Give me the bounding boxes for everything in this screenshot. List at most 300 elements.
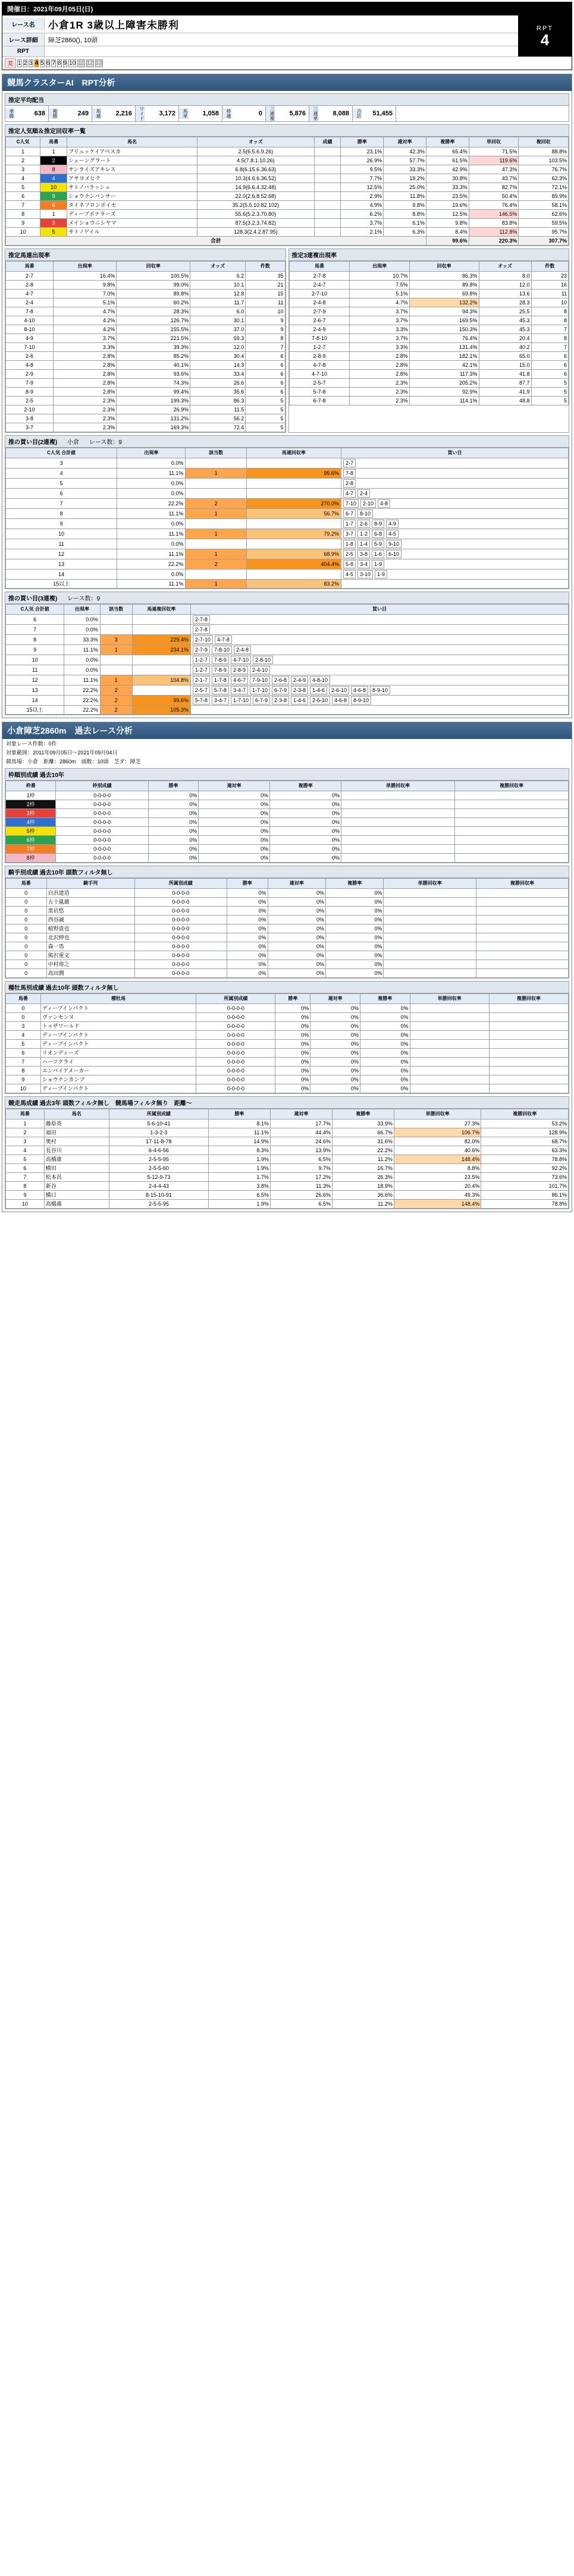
kaime2-buy-chip[interactable]: 4-5 — [343, 570, 356, 578]
kaime2-rate-3: 0.0% — [117, 489, 186, 499]
shubokuba-tankai-6 — [410, 1058, 489, 1067]
kyousou-fukukai-5: 92.2% — [481, 1164, 569, 1173]
kaime2-buy-3 — [341, 489, 568, 499]
kaime2-buy-chip[interactable]: 1-9 — [372, 560, 384, 568]
race-number-8[interactable]: 8 — [57, 60, 61, 67]
table-row — [6, 942, 569, 951]
kaime3-buy-5 — [190, 665, 568, 675]
baren-key-8: 7-10 — [6, 343, 54, 352]
shubokuba-fukukai-5 — [489, 1049, 568, 1058]
kaime3-buy-chip[interactable]: 2-8-9 — [231, 666, 248, 674]
baren-odds-1: 10.1 — [190, 281, 246, 290]
ninki-fukukai-7: 62.6% — [519, 210, 569, 219]
kaime3-buy-chip[interactable]: 2-3-8 — [272, 696, 289, 704]
kaime3-buy-chip[interactable]: 4-6-8 — [332, 696, 349, 704]
kyousou-header-row — [6, 1109, 569, 1119]
ninki-odds-2: 6.8(6.15.6.36.63) — [197, 165, 315, 174]
kaime2-hit-1: 1 — [186, 468, 247, 479]
race-number-4[interactable]: 4 — [34, 60, 39, 67]
ninki-odds-7: 55.6(5.2.3.70.80) — [197, 210, 315, 219]
past-race-section — [2, 722, 572, 1212]
shubokuba-fuku-1: 0% — [360, 1013, 410, 1022]
kaime3-buy-chip[interactable]: 6-7-9 — [272, 686, 289, 694]
kaime3-buy-chip[interactable]: 1-4-6 — [291, 696, 308, 704]
kishu-fuku-5: 0% — [325, 933, 383, 942]
sanren-ret-0: 86.3% — [409, 272, 479, 281]
baren-key-1: 2-8 — [6, 281, 54, 290]
table-row — [6, 685, 569, 696]
kyousou-fuku-6: 26.3% — [332, 1173, 394, 1182]
ninki-fukukai-2: 76.7% — [519, 165, 569, 174]
kyousou-fukukai-9: 78.8% — [481, 1200, 569, 1209]
kaime2-buy-chip[interactable]: 3-10 — [357, 570, 373, 578]
kaime3-col-1: 出現率 — [64, 605, 100, 615]
shubokuba-fuku-4: 0% — [360, 1040, 410, 1049]
kaime3-buy-chip[interactable]: 4-7-8 — [215, 636, 232, 644]
kaime3-buy-chip[interactable]: 4-8-10 — [310, 676, 330, 684]
sanren-title: 推定3連複出現率 — [289, 249, 569, 261]
kaime2-n-10: 13 — [6, 559, 117, 570]
race-number-2[interactable]: 2 — [23, 60, 27, 67]
kyousou-name-2: 奥村 — [44, 1137, 109, 1146]
kaime3-buy-chip[interactable]: 1-7-10 — [250, 686, 270, 694]
shubokuba-win-2: 0% — [275, 1022, 310, 1031]
ninki-ren-5: 11.8% — [384, 192, 426, 201]
baren-ret-16: 131.2% — [117, 414, 190, 423]
kaime2-buy-chip[interactable]: 1-2 — [357, 530, 370, 538]
kaime3-buy-chip[interactable]: 2-1-7 — [193, 676, 210, 684]
kaime3-buy-chip[interactable]: 7-8-9 — [212, 666, 229, 674]
kishu-table — [5, 878, 569, 978]
ninki-seiseki-8 — [314, 219, 341, 228]
kaime2-buy-chip[interactable]: 2-7 — [343, 459, 356, 467]
kaime3-buy-chip[interactable]: 2-4-10 — [250, 666, 270, 674]
baren-cnt-7: 8 — [246, 334, 285, 343]
kaime3-buy-chip[interactable]: 2-7-8 — [193, 625, 210, 634]
table-row — [6, 951, 569, 960]
baren-odds-13: 35.6 — [190, 388, 246, 397]
ninki-horse-7: ディープボナラーズ — [67, 210, 197, 219]
race-number-13[interactable]: 13 — [95, 60, 102, 67]
table-row — [6, 809, 569, 818]
table-row — [6, 559, 569, 570]
kishu-tankai-5 — [384, 933, 476, 942]
kaime2-buy-chip[interactable]: 5-8 — [343, 560, 356, 568]
ninki-horse-2: サンライズアキレス — [67, 165, 197, 174]
kaime2-buy-chip[interactable]: 3-7 — [343, 530, 356, 538]
kaime3-buy-chip[interactable]: 4-7-10 — [231, 656, 251, 664]
shubokuba-tankai-1 — [410, 1013, 489, 1022]
ninki-fuku-0: 65.4% — [426, 147, 469, 156]
kaime3-buy-chip[interactable]: 2-4-9 — [291, 676, 308, 684]
kaime3-hit-8: 2 — [100, 696, 132, 706]
kaime2-hit-3 — [186, 489, 247, 499]
kaime3-buy-chip[interactable]: 2-7-9 — [193, 646, 210, 654]
kaime2-buy-chip[interactable]: 3-4 — [357, 560, 370, 568]
kyousou-fukukai-2: 68.7% — [481, 1137, 569, 1146]
kishu-win-6: 0% — [227, 942, 268, 951]
kaime3-buy-chip[interactable]: 1-2-7 — [193, 656, 210, 664]
shubokuba-rec-9: 0-0-0-0 — [196, 1084, 275, 1093]
baren-cnt-9: 6 — [246, 352, 285, 361]
kaime2-n-12: 15以上 — [6, 580, 117, 589]
baren-odds-4: 6.0 — [190, 307, 246, 316]
table-row — [6, 1022, 569, 1031]
ninki-win-3: 7.7% — [341, 174, 384, 183]
table-row — [6, 290, 286, 298]
waku-table — [5, 781, 569, 863]
race-number-3[interactable]: 3 — [29, 60, 33, 67]
kaime3-buy-chip[interactable]: 1-2-7 — [193, 666, 210, 674]
kaime3-buy-chip[interactable]: 2-4-8 — [234, 646, 251, 654]
ninki-ren-4: 25.0% — [384, 183, 426, 192]
sanren-key-9: 2-8-9 — [289, 352, 350, 361]
kaime3-hit-6: 1 — [100, 675, 132, 685]
table-row — [6, 272, 286, 281]
kaime2-hit-6 — [186, 519, 247, 529]
sanren-key-2: 2-7-10 — [289, 290, 350, 298]
kishu-tankai-3 — [384, 916, 476, 924]
kaime3-buy-chip[interactable]: 3-4-7 — [231, 686, 248, 694]
waku-panel — [5, 768, 569, 863]
waku-fukukai-1 — [455, 800, 569, 809]
kishu-fuku-4: 0% — [325, 924, 383, 933]
kaime3-col-0: C人気 合計値 — [6, 605, 64, 615]
kaime3-ret-9: 105.3% — [132, 706, 190, 715]
race-number-12[interactable]: 12 — [86, 60, 93, 67]
kaime2-buy-chip[interactable]: 7-8 — [343, 469, 356, 477]
baren-key-6: 8-10 — [6, 325, 54, 334]
kaime2-buy-chip[interactable]: 8-10 — [357, 509, 373, 518]
kyousou-name-3: 長谷川 — [44, 1146, 109, 1155]
baren-ret-14: 199.3% — [117, 397, 190, 405]
kyousou-fuku-9: 11.2% — [332, 1200, 394, 1209]
kaime2-buy-chip[interactable]: 2-10 — [360, 499, 376, 508]
kaime3-buy-chip[interactable]: 2-8-10 — [253, 656, 273, 664]
kaime2-buy-chip[interactable]: 5-9 — [372, 540, 384, 548]
ninki-horse-4: サトノバラッシュ — [67, 183, 197, 192]
table-row — [6, 889, 569, 898]
kyousou-no-9: 10 — [6, 1200, 45, 1209]
kishu-col-1: 騎手列 — [46, 879, 134, 889]
kyousou-body — [6, 1119, 569, 1209]
kyousou-fuku-8: 36.6% — [332, 1191, 394, 1200]
kaime3-buy-chip[interactable]: 3-4-7 — [212, 696, 229, 704]
shubokuba-ren-5: 0% — [310, 1049, 360, 1058]
kaime3-buy-chip[interactable]: 2-6-8 — [272, 676, 289, 684]
kaime2-buy-chip[interactable]: 4-7 — [343, 489, 356, 498]
sanren-rate-3: 4.7% — [350, 298, 409, 307]
kaime3-title: 推の買い目(3連複) — [8, 596, 58, 602]
race-number-5[interactable]: 5 — [40, 60, 44, 67]
kishu-rec-6: 0-0-0-0 — [134, 942, 227, 951]
kaime3-buy-chip[interactable]: 7-8-10 — [212, 646, 232, 654]
kaime2-buy-chip[interactable]: 9-10 — [386, 540, 402, 548]
kaime3-buy-chip[interactable]: 8-9-10 — [370, 686, 390, 694]
table-row — [289, 316, 569, 325]
sanren-ret-8: 131.4% — [409, 343, 479, 352]
waku-fuku-7: 0% — [270, 854, 341, 863]
table-row — [289, 298, 569, 307]
ninki-fukukai-5: 89.9% — [519, 192, 569, 201]
kaime2-buy-chip[interactable]: 2-5 — [343, 550, 356, 558]
race-number-9[interactable]: 9 — [63, 60, 67, 67]
shubokuba-no-5: 6 — [6, 1049, 41, 1058]
kaime2-buy-chip[interactable]: 2-8 — [343, 479, 356, 487]
kaime3-buy-chip[interactable]: 1-7-10 — [231, 696, 251, 704]
kaime2-buy-chip[interactable]: 2-6 — [357, 520, 370, 528]
kyousou-win-7: 3.8% — [208, 1182, 270, 1191]
table-row — [6, 489, 569, 499]
kaime2-buy-chip[interactable]: 2-4 — [357, 489, 370, 498]
baren-rate-10: 2.8% — [54, 361, 117, 370]
ninki-sum-tan: 220.3% — [469, 237, 519, 246]
kaime2-hit-0 — [186, 458, 247, 468]
kyousou-win-9: 1.9% — [208, 1200, 270, 1209]
shubokuba-col-7: 複勝回収率 — [489, 994, 568, 1004]
waku-win-1: 0% — [148, 800, 198, 809]
ninki-col-3: オッズ — [197, 137, 315, 147]
shubokuba-tankai-8 — [410, 1075, 489, 1084]
ninki-odds-3: 10.3(4.6.6.36.52) — [197, 174, 315, 183]
kaime2-hit-8 — [186, 539, 247, 549]
haito-title: 推定平均配当 — [5, 94, 569, 106]
table-row — [289, 352, 569, 361]
kaime3-ret-1 — [132, 625, 190, 635]
kyousou-ren-3: 13.9% — [270, 1146, 332, 1155]
kaime3-buy-chip[interactable]: 7-9-10 — [250, 676, 270, 684]
table-row — [6, 845, 569, 854]
waku-tankai-2 — [341, 809, 455, 818]
kaime2-n-5: 8 — [6, 509, 117, 519]
kaime3-buy-chip[interactable]: 1-4-6 — [310, 686, 327, 694]
shubokuba-no-9: 10 — [6, 1084, 41, 1093]
kaime3-meta-count: レース数：9 — [67, 596, 101, 602]
shubokuba-fuku-2: 0% — [360, 1022, 410, 1031]
kaime3-buy-chip[interactable]: 2-6-10 — [310, 696, 330, 704]
kaime2-buy-chip[interactable]: 3-8 — [357, 550, 370, 558]
ninki-win-7: 6.2% — [341, 210, 384, 219]
kyousou-rec-0: 5-6-10-41 — [109, 1119, 208, 1128]
kyousou-ren-0: 17.7% — [270, 1119, 332, 1128]
table-row — [6, 210, 569, 219]
shubokuba-no-7: 8 — [6, 1067, 41, 1075]
kaime2-buy-chip[interactable]: 7-10 — [343, 499, 359, 508]
kishu-fukukai-8 — [476, 960, 568, 969]
ninki-fuku-2: 42.9% — [426, 165, 469, 174]
sanren-cnt-0: 23 — [531, 272, 568, 281]
table-row — [6, 1058, 569, 1067]
table-row — [6, 334, 286, 343]
race-number-list[interactable] — [17, 59, 104, 68]
sanren-cnt-7: 8 — [531, 334, 568, 343]
kishu-name-4: 植野貴也 — [46, 924, 134, 933]
kaime2-n-3: 6 — [6, 489, 117, 499]
baren-rate-6: 4.2% — [54, 325, 117, 334]
kaime2-ret-10: 404.4% — [246, 559, 341, 570]
kishu-fukukai-0 — [476, 889, 568, 898]
kaime2-rate-5: 11.1% — [117, 509, 186, 519]
ninki-win-5: 2.9% — [341, 192, 384, 201]
race-number-7[interactable]: 7 — [52, 60, 55, 67]
kishu-win-9: 0% — [227, 969, 268, 978]
waku-win-0: 0% — [148, 791, 198, 800]
kishu-rec-1: 0-0-0-0 — [134, 898, 227, 907]
kyousou-table — [5, 1109, 569, 1209]
baren-key-9: 2-6 — [6, 352, 54, 361]
kyousou-ren-8: 26.6% — [270, 1191, 332, 1200]
shubokuba-title: 種牡馬別成績 過去10年 頭数フィルタ無し — [5, 982, 569, 993]
kaime3-buy-chip[interactable]: 4-6-8 — [351, 686, 368, 694]
kaime2-buy-chip[interactable]: 1-9 — [375, 570, 387, 578]
baren-cnt-17: 5 — [246, 423, 285, 432]
waku-fuku-6: 0% — [270, 845, 341, 854]
kaime2-col-2: 該当数 — [186, 448, 247, 458]
shubokuba-win-1: 0% — [275, 1013, 310, 1022]
kaime3-buy-chip[interactable]: 2-7-10 — [193, 636, 213, 644]
waku-col-2: 勝率 — [148, 781, 198, 791]
kyousou-col-5: 複勝率 — [332, 1109, 394, 1119]
baren-odds-7: 59.3 — [190, 334, 246, 343]
kaime2-buy-chip[interactable]: 4-9 — [386, 520, 399, 528]
kishu-no-5: 0 — [6, 933, 47, 942]
kaime3-rate-3: 11.1% — [64, 645, 100, 655]
sanren-odds-1: 12.0 — [479, 281, 531, 290]
kaime3-buy-chip[interactable]: 7-8-9 — [212, 656, 229, 664]
sanren-key-11: 4-7-10 — [289, 370, 350, 379]
baren-ret-1: 99.0% — [117, 281, 190, 290]
kaime3-buy-chip[interactable]: 2-6-10 — [329, 686, 349, 694]
baren-col-3: オッズ — [190, 262, 246, 272]
ninki-col-1: 馬番 — [40, 137, 67, 147]
kishu-no-1: 0 — [6, 898, 47, 907]
rpt-badge — [518, 15, 572, 56]
kaime3-n-5: 11 — [6, 665, 64, 675]
haito-value-7: 8,088 — [333, 110, 349, 117]
kishu-tankai-7 — [384, 951, 476, 960]
table-row — [6, 1067, 569, 1075]
kaime2-buy-chip[interactable]: 1-6 — [372, 550, 384, 558]
kaime2-buy-chip[interactable]: 1-8 — [343, 540, 356, 548]
kaime3-buy-chip[interactable]: 2-3-8 — [291, 686, 308, 694]
kaime3-buy-chip[interactable]: 8-9-10 — [351, 696, 371, 704]
race-header — [2, 2, 572, 70]
ninki-horse-8: メイショウニシヤマ — [67, 219, 197, 228]
kaime2-buy-chip[interactable]: 6-10 — [386, 550, 402, 558]
ninki-ren-7: 8.8% — [384, 210, 426, 219]
baren-odds-0: 6.2 — [190, 272, 246, 281]
kyousou-fuku-4: 11.2% — [332, 1155, 394, 1164]
waku-no-2: 3枠 — [6, 809, 56, 818]
shubokuba-rec-1: 0-0-0-0 — [196, 1013, 275, 1022]
kaime3-buy-chip[interactable]: 5-7-8 — [212, 686, 229, 694]
kishu-fuku-1: 0% — [325, 898, 383, 907]
table-row — [6, 307, 286, 316]
table-row — [6, 960, 569, 969]
ninki-odds-0: 2.5(6.5.6.9.26) — [197, 147, 315, 156]
kaime2-buy-chip[interactable]: 4-8 — [378, 499, 390, 508]
past-meta-2: 対象範囲：2011年09月05日～2021年09月04日 — [6, 750, 118, 756]
waku-col-1: 枠別成績 — [56, 781, 148, 791]
sanren-col-1: 出現率 — [350, 262, 409, 272]
haito-item-3 — [136, 106, 179, 121]
kaime2-ret-5: 56.7% — [246, 509, 341, 519]
kishu-fukukai-2 — [476, 907, 568, 916]
ninki-waku-8: 3 — [40, 219, 67, 228]
kaime3-buy-chip[interactable]: 1-7-8 — [212, 676, 229, 684]
table-row — [6, 352, 286, 361]
race-detail-value: 障芝2860(), 10頭 — [48, 36, 98, 44]
rpt-row — [2, 46, 518, 56]
race-number-11[interactable]: 11 — [78, 60, 84, 67]
waku-fuku-5: 0% — [270, 836, 341, 845]
ninki-horse-3: アサヨメヒク — [67, 174, 197, 183]
baren-odds-6: 37.0 — [190, 325, 246, 334]
kaime3-hit-3: 1 — [100, 645, 132, 655]
sanren-rate-14: 2.3% — [350, 397, 409, 405]
kaime2-meta-count: レース数：9 — [89, 439, 122, 446]
baren-cnt-10: 6 — [246, 361, 285, 370]
kaime2-buy-9 — [341, 549, 568, 559]
kaime3-hit-1 — [100, 625, 132, 635]
waku-title: 枠順別成績 過去10年 — [5, 769, 569, 781]
kaime3-rate-2: 33.3% — [64, 635, 100, 645]
kaime3-buy-chip[interactable]: 2-7-8 — [193, 615, 210, 624]
kaime2-buy-chip[interactable]: 1-7 — [343, 520, 356, 528]
kaime2-buy-chip[interactable]: 6-7 — [343, 509, 356, 518]
race-number-10[interactable]: 10 — [69, 60, 76, 67]
kishu-no-4: 0 — [6, 924, 47, 933]
ninki-waku-1: 2 — [40, 156, 67, 165]
sanren-key-6: 2-4-9 — [289, 325, 350, 334]
kishu-ren-2: 0% — [268, 907, 325, 916]
kaime2-buy-chip[interactable]: 8-9 — [372, 520, 384, 528]
waku-fuku-2: 0% — [270, 809, 341, 818]
shubokuba-rec-6: 0-0-0-0 — [196, 1058, 275, 1067]
kaime3-buy-chip[interactable]: 5-7-8 — [193, 696, 210, 704]
sanren-key-14: 6-7-8 — [289, 397, 350, 405]
shubokuba-col-3: 勝率 — [275, 994, 310, 1004]
shubokuba-fuku-3: 0% — [360, 1031, 410, 1040]
baren-panel — [5, 249, 286, 433]
table-row — [6, 388, 286, 397]
kyousou-col-7: 複勝回収率 — [481, 1109, 569, 1119]
kaime3-buy-chip[interactable]: 2-5-7 — [193, 686, 210, 694]
baren-key-16: 3-8 — [6, 414, 54, 423]
kaime3-buy-chip[interactable]: 4-6-7 — [231, 676, 248, 684]
ninki-rank-8: 9 — [6, 219, 40, 228]
kaime3-rate-1: 0.0% — [64, 625, 100, 635]
kaime2-buy-chip[interactable]: 1-4 — [357, 540, 370, 548]
kyousou-col-4: 連対率 — [270, 1109, 332, 1119]
race-number-1[interactable]: 1 — [18, 60, 21, 67]
kishu-ren-3: 0% — [268, 916, 325, 924]
kaime2-table — [5, 448, 569, 589]
race-number-6[interactable]: 6 — [46, 60, 50, 67]
kaime2-buy-12 — [341, 580, 568, 589]
table-row — [6, 916, 569, 924]
kaime3-buy-chip[interactable]: 6-7-9 — [253, 696, 270, 704]
kaime2-buy-chip[interactable]: 6-8 — [372, 530, 384, 538]
shubokuba-tankai-9 — [410, 1084, 489, 1093]
haito-item-0 — [5, 106, 49, 121]
ninki-odds-5: 22.0(2.6.8.52.68) — [197, 192, 315, 201]
ninki-header-row — [6, 137, 569, 147]
ninki-fuku-3: 30.8% — [426, 174, 469, 183]
kyousou-fukukai-4: 78.8% — [481, 1155, 569, 1164]
kaime2-buy-chip[interactable]: 4-5 — [386, 530, 399, 538]
baren-cnt-8: 7 — [246, 343, 285, 352]
